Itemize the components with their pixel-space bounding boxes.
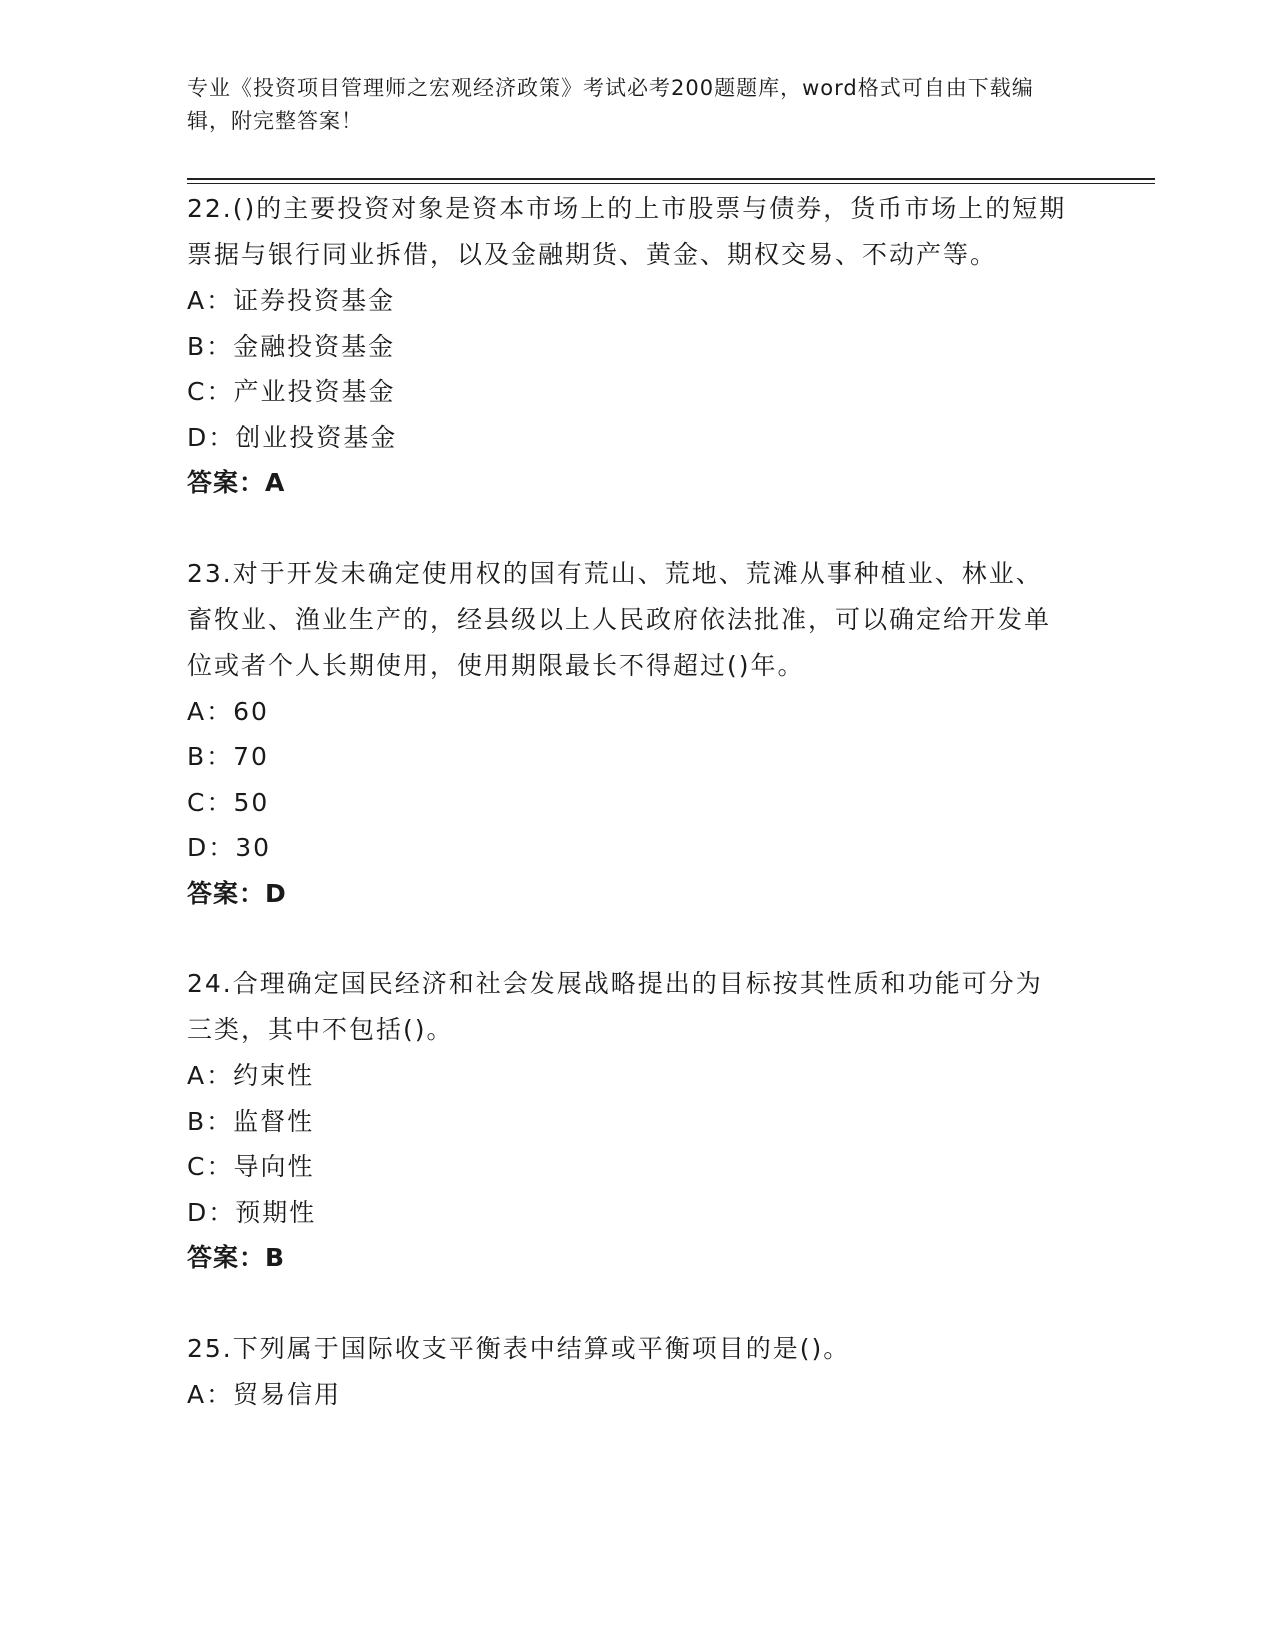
- option-a: A：约束性: [187, 1061, 315, 1090]
- option-a: A：贸易信用: [187, 1379, 342, 1409]
- option-a: A：证券投资基金: [187, 286, 396, 315]
- question-24: [187, 961, 1067, 1326]
- question-25: [187, 1326, 1067, 1418]
- question-stem: 24.合理确定国民经济和社会发展战略提出的目标按其性质和功能可分为三类，其中不包括()。: [187, 969, 1043, 1044]
- question-stem: 22.()的主要投资对象是资本市场上的上市股票与债券，货币市场上的短期票据与银行同业拆借，以及金融期货、黄金、期权交易、不动产等。: [187, 194, 1067, 269]
- question-spacer: [187, 916, 1067, 961]
- answer-label: 答案：B: [187, 1243, 286, 1272]
- option-a: A：60: [187, 696, 269, 726]
- answer-label: 答案：D: [187, 878, 287, 908]
- question-23: [187, 551, 1067, 962]
- question-list: [187, 186, 1067, 1417]
- option-c: C：产业投资基金: [187, 377, 396, 406]
- question-stem: 23.对于开发未确定使用权的国有荒山、荒地、荒滩从事种植业、林业、畜牧业、渔业生产的，经县级以上人民政府依法批准，可以确定给开发单位或者个人长期使用，使用期限最长不得超过()年。: [187, 558, 1052, 680]
- option-d: D：创业投资基金: [187, 422, 398, 452]
- option-b: B：金融投资基金: [187, 331, 396, 361]
- question-stem: 25.下列属于国际收支平衡表中结算或平衡项目的是()。: [187, 1333, 851, 1363]
- answer-label: 答案：A: [187, 468, 286, 497]
- option-c: C：导向性: [187, 1152, 315, 1181]
- option-d: D：30: [187, 833, 272, 862]
- header-divider-thick: [187, 178, 1155, 180]
- header-divider-thin: [187, 183, 1155, 184]
- question-spacer: [187, 1281, 1067, 1326]
- option-c: C：50: [187, 787, 270, 817]
- option-d: D：预期性: [187, 1197, 317, 1227]
- document-intro: 专业《投资项目管理师之宏观经济政策》考试必考200题题库，word格式可自由下载编辑，附完整答案！: [187, 76, 1034, 133]
- question-spacer: [187, 506, 1067, 551]
- question-22: [187, 186, 1067, 551]
- option-b: B：70: [187, 742, 269, 771]
- option-b: B：监督性: [187, 1106, 315, 1136]
